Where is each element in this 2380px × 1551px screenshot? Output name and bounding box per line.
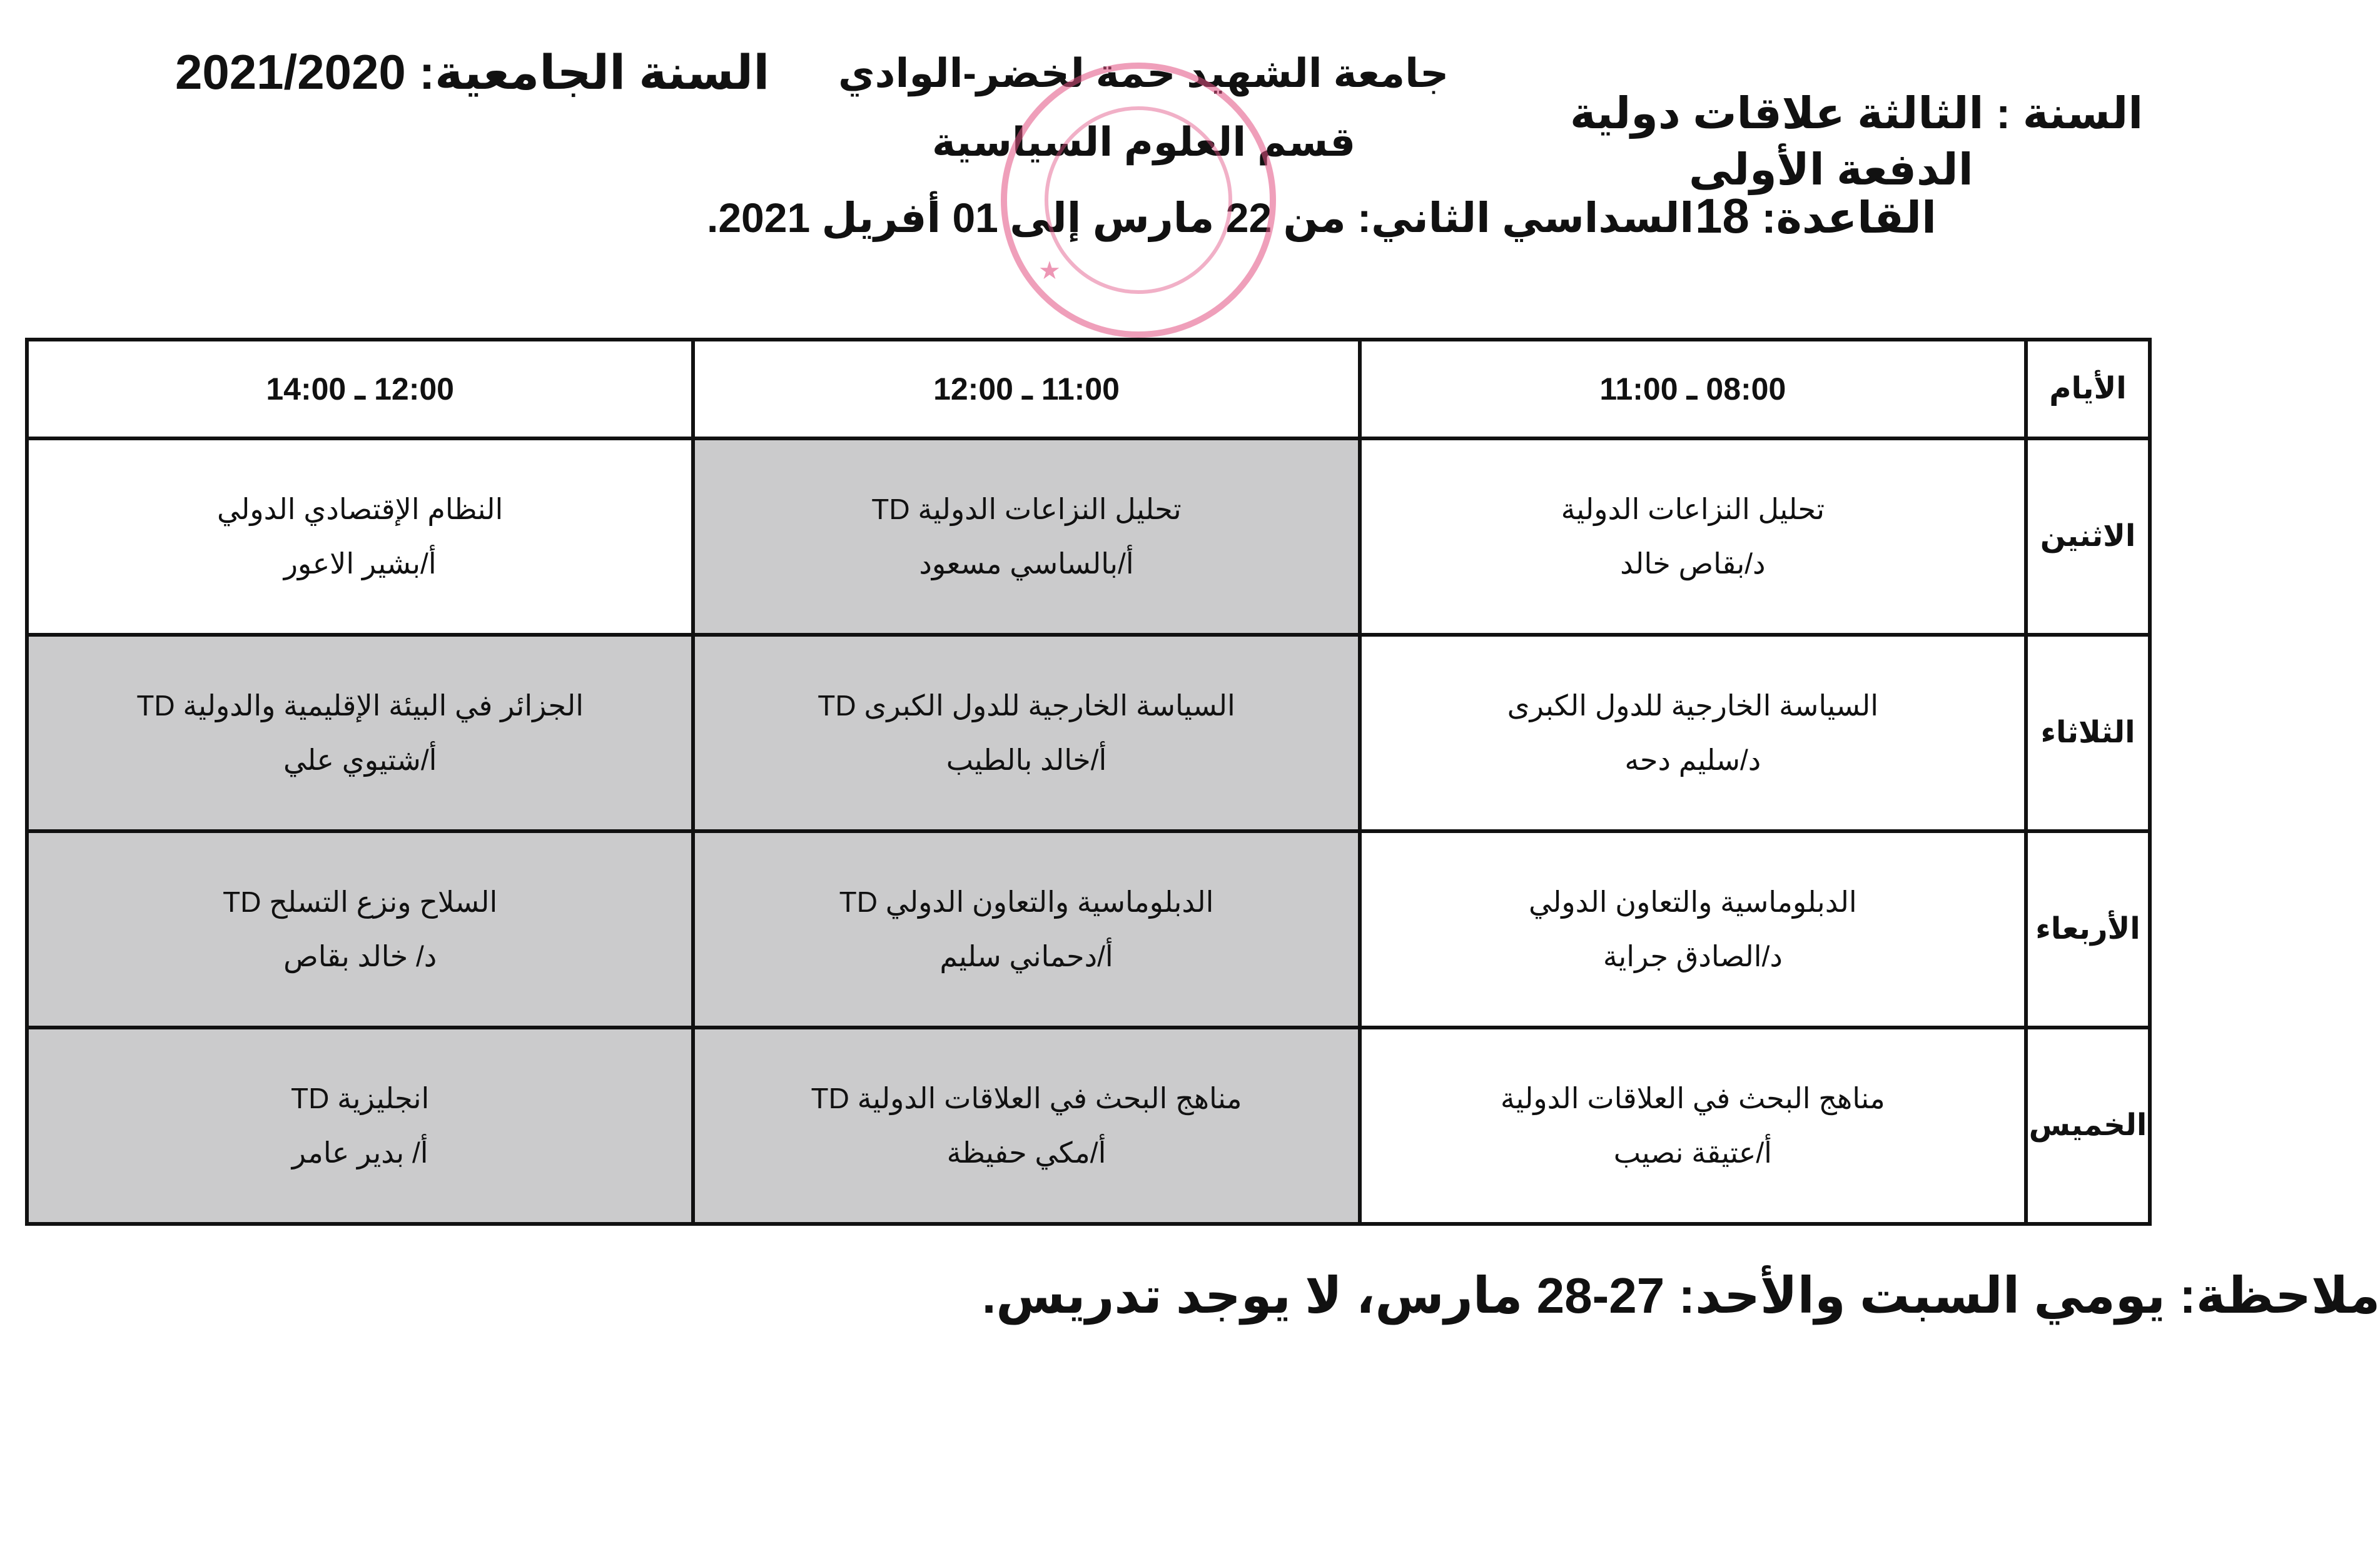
academic-year-label: السنة الجامعية:	[418, 46, 770, 99]
course-name: النظام الإقتصادي الدولي	[217, 492, 504, 525]
course-name: مناهج البحث في العلاقات الدولية	[1500, 1081, 1885, 1114]
hall-label: القاعدة:	[1761, 193, 1937, 242]
day-cell: الاثنين	[2026, 438, 2150, 635]
teacher-name: أ/عتيقة نصيب	[1613, 1136, 1772, 1169]
course-name: الدبلوماسية والتعاون الدولي	[1529, 885, 1857, 918]
teacher-name: د/الصادق جراية	[1603, 940, 1783, 973]
academic-year-value: 2021/2020	[175, 44, 406, 99]
schedule-cell	[27, 635, 693, 831]
hall-number	[1695, 188, 1937, 245]
teacher-name: أ/خالد بالطيب	[946, 744, 1107, 776]
stamp-star-icon: ★	[1038, 257, 1061, 285]
course-name: تحليل النزاعات الدولية	[1561, 492, 1825, 525]
course-name: السلاح ونزع التسلح TD	[223, 885, 498, 918]
course-name: السياسة الخارجية للدول الكبرى	[1507, 689, 1879, 722]
footer-note: ملاحظة: يومي السبت والأحد: 27-28 مارس، لا يوجد تدريس.	[982, 1268, 2380, 1323]
hall-value: 18	[1695, 188, 1750, 243]
schedule-cell	[1360, 831, 2026, 1028]
timetable	[25, 338, 2152, 1226]
semester-period: السداسي الثاني: من 22 مارس إلى 01 أفريل 2021.	[707, 195, 1694, 241]
day-cell: الخميس	[2026, 1028, 2150, 1224]
schedule-cell	[27, 438, 693, 635]
teacher-name: د/ خالد بقاص	[283, 940, 437, 973]
schedule-cell	[1360, 1028, 2026, 1224]
course-name: السياسة الخارجية للدول الكبرى TD	[818, 689, 1235, 722]
column-header-slot-2: 11:00 ـ 12:00	[693, 340, 1359, 438]
schedule-cell	[27, 1028, 693, 1224]
schedule-cell	[1360, 635, 2026, 831]
schedule-cell	[1360, 438, 2026, 635]
teacher-name: أ/دحماني سليم	[939, 940, 1113, 973]
table-row	[27, 1028, 2150, 1224]
teacher-name: أ/بالساسي مسعود	[919, 547, 1134, 580]
course-name: الدبلوماسية والتعاون الدولي TD	[839, 885, 1214, 918]
academic-year	[175, 44, 769, 101]
department-name: قسم العلوم السياسية	[932, 119, 1356, 164]
teacher-name: أ/شتيوي علي	[283, 744, 437, 776]
cohort: الدفعة الأولى	[1689, 145, 1973, 194]
study-level: السنة : الثالثة علاقات دولية	[1570, 89, 2144, 138]
schedule-cell	[693, 438, 1359, 635]
timetable-header-row	[27, 340, 2150, 438]
schedule-cell	[693, 635, 1359, 831]
teacher-name: د/سليم دحه	[1624, 744, 1761, 776]
column-header-slot-3: 12:00 ـ 14:00	[27, 340, 693, 438]
course-name: انجليزية TD	[291, 1081, 430, 1114]
course-name: الجزائر في البيئة الإقليمية والدولية TD	[136, 689, 584, 722]
column-header-slot-1: 08:00 ـ 11:00	[1360, 340, 2026, 438]
teacher-name: د/بقاص خالد	[1620, 547, 1766, 580]
table-row	[27, 831, 2150, 1028]
day-cell: الثلاثاء	[2026, 635, 2150, 831]
course-name: تحليل النزاعات الدولية TD	[871, 492, 1182, 525]
teacher-name: أ/بشير الاعور	[283, 547, 437, 580]
schedule-cell	[693, 1028, 1359, 1224]
teacher-name: أ/ بدير عامر	[291, 1136, 428, 1169]
course-name: مناهج البحث في العلاقات الدولية TD	[811, 1081, 1242, 1114]
table-row	[27, 438, 2150, 635]
day-cell: الأربعاء	[2026, 831, 2150, 1028]
schedule-cell	[693, 831, 1359, 1028]
table-row	[27, 635, 2150, 831]
schedule-cell	[27, 831, 693, 1028]
university-name: جامعة الشهيد حمة لخضر-الوادي	[838, 51, 1449, 96]
teacher-name: أ/مكي حفيظة	[946, 1136, 1106, 1169]
column-header-days: الأيام	[2026, 340, 2150, 438]
